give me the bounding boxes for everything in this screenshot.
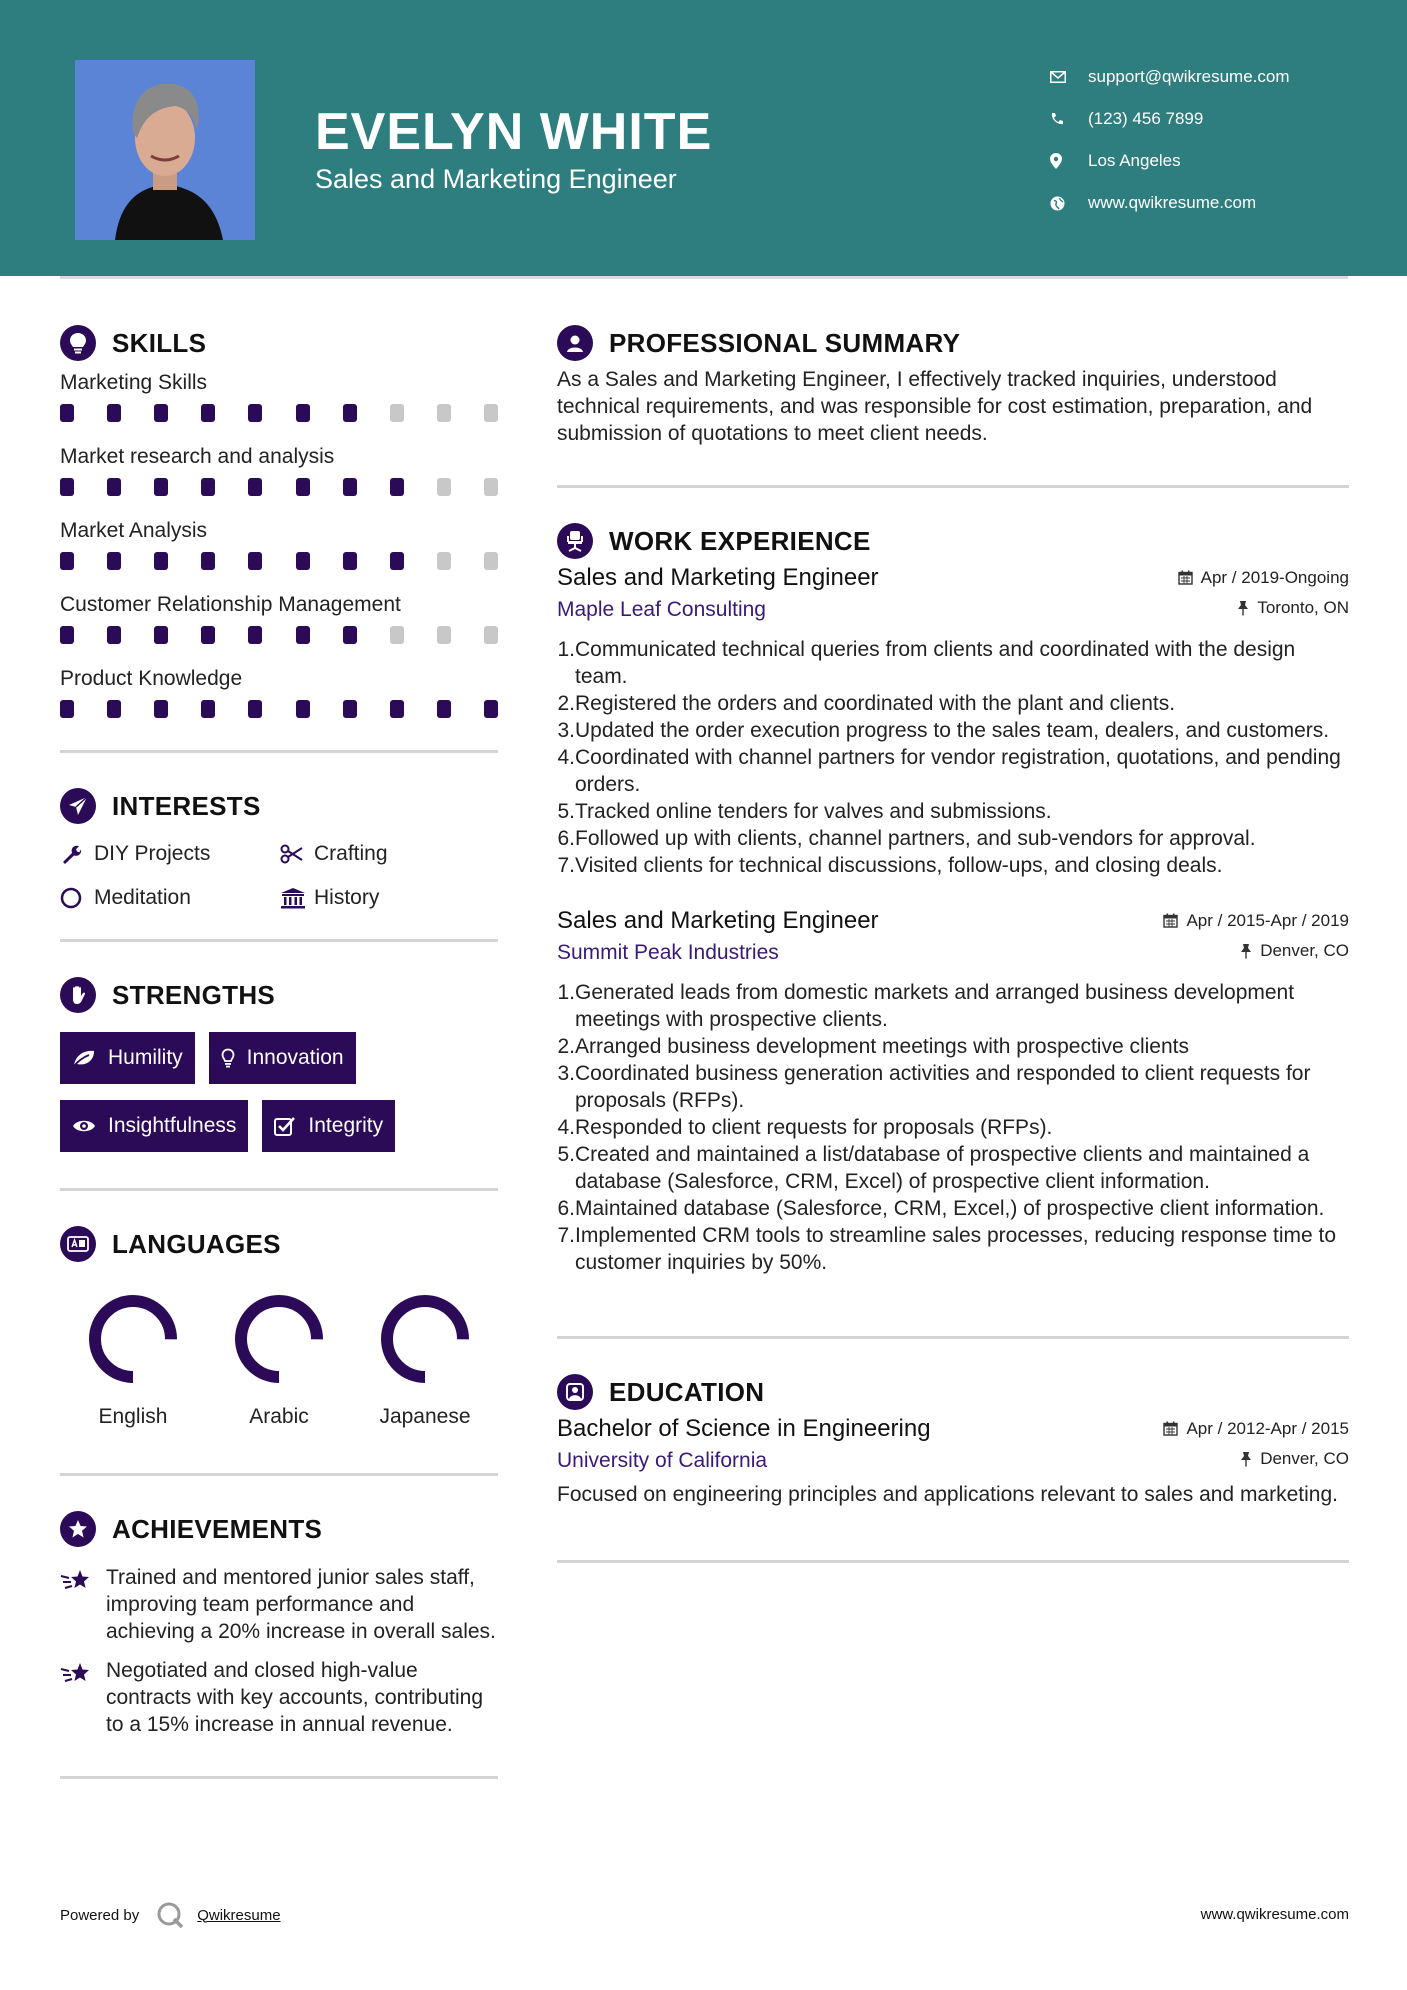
language-ring	[85, 1291, 181, 1387]
skills-list	[60, 366, 498, 736]
experience-heading	[557, 518, 1349, 564]
skill-dot-filled	[107, 552, 121, 570]
globe-icon	[1050, 196, 1088, 211]
job-subheader	[557, 598, 1349, 622]
shooting-star-icon	[60, 1657, 106, 1738]
job-company: Maple Leaf Consulting	[557, 598, 766, 621]
duty-text: Visited clients for technical discussions, follow-ups, and closing deals.	[575, 854, 1223, 877]
education-heading	[557, 1369, 1349, 1415]
skill-dot-empty	[484, 552, 498, 570]
education-location-text: Denver, CO	[1260, 1449, 1349, 1468]
skill-dot-filled	[248, 700, 262, 718]
languages-title: LANGUAGES	[112, 1228, 281, 1259]
interest-label: History	[314, 886, 380, 909]
interest-label: DIY Projects	[94, 842, 211, 865]
interest-item	[280, 839, 498, 869]
strengths-section	[60, 972, 498, 1191]
skill-rating	[60, 622, 498, 662]
wrench-icon	[60, 843, 94, 865]
section-divider	[60, 939, 498, 942]
duty-item: 1. Communicated technical queries from clients and coordinated with the design team.	[557, 636, 1349, 690]
shooting-star-icon	[60, 1564, 106, 1645]
skill-dot-filled	[248, 626, 262, 644]
skill-rating	[60, 696, 498, 736]
contact-website-text[interactable]: www.qwikresume.com	[1088, 193, 1257, 212]
language-label: Japanese	[379, 1405, 471, 1428]
duty-text: Updated the order execution progress to the sales team, dealers, and customers.	[575, 719, 1330, 742]
job-date-text: Apr / 2015-Apr / 2019	[1186, 910, 1349, 930]
experience-title: WORK EXPERIENCE	[609, 525, 871, 556]
contact-phone-text[interactable]: (123) 456 7899	[1088, 109, 1204, 128]
duty-item: 7. Implemented CRM tools to streamline sales processes, reducing response time to customer inquiries by 50%.	[557, 1222, 1349, 1276]
check-square-icon	[274, 1116, 296, 1136]
duty-item: 1. Generated leads from domestic markets and arranged business development meetings with prospective clients.	[557, 979, 1349, 1033]
duty-item: 6. Maintained database (Salesforce, CRM, Excel,) of prospective client information.	[557, 1197, 1325, 1220]
bank-icon	[280, 887, 314, 909]
section-divider	[60, 750, 498, 753]
education-school: University of California	[557, 1449, 768, 1472]
duty-text: Coordinated with channel partners for vendor registration, quotations, and pending orders.	[575, 746, 1341, 796]
duty-item: 7. Visited clients for technical discussions, follow-ups, and closing deals.	[557, 854, 1223, 877]
section-divider	[557, 1336, 1349, 1339]
job-duties	[557, 979, 1349, 1276]
lightbulb-icon	[60, 325, 96, 361]
skill-dot-filled	[343, 478, 357, 496]
duty-item: 4. Coordinated with channel partners for vendor registration, quotations, and pending orders.	[557, 744, 1349, 798]
footer-website[interactable]: www.qwikresume.com	[1200, 1906, 1349, 1923]
thumbtack-icon	[1237, 600, 1249, 616]
skill-dot-filled	[154, 700, 168, 718]
user-icon	[557, 325, 593, 361]
qwikresume-logo-icon	[155, 1900, 185, 1930]
phone-icon	[1050, 112, 1088, 126]
skill-dot-filled	[154, 626, 168, 644]
language-item	[206, 1291, 352, 1429]
summary-section	[557, 320, 1349, 488]
strength-tag	[60, 1032, 195, 1084]
section-divider	[60, 1473, 498, 1476]
office-chair-icon	[557, 523, 593, 559]
skill-dot-filled	[248, 478, 262, 496]
achievement-text: Negotiated and closed high-value contracts with key accounts, contributing to a 15% increase in annual revenue.	[106, 1659, 484, 1736]
skill-dot-filled	[437, 700, 451, 718]
strengths-list	[60, 1032, 498, 1152]
strength-label: Innovation	[246, 1046, 344, 1069]
skill-dot-filled	[390, 552, 404, 570]
education-date	[1163, 1419, 1349, 1439]
footer-branding	[60, 1900, 281, 1930]
skill-dot-filled	[107, 478, 121, 496]
duty-text: Tracked online tenders for valves and submissions.	[575, 800, 1052, 823]
brand-link[interactable]: Qwikresume	[197, 1906, 281, 1924]
job-date	[1178, 568, 1349, 588]
strengths-heading	[60, 972, 498, 1018]
skills-heading	[60, 320, 498, 366]
skill-dot-filled	[201, 478, 215, 496]
skill-dot-empty	[437, 552, 451, 570]
skill-dot-filled	[60, 552, 74, 570]
skill-dot-filled	[107, 700, 121, 718]
interest-label: Meditation	[94, 886, 191, 909]
skill-item	[60, 366, 498, 440]
skill-dot-filled	[201, 626, 215, 644]
thumbtack-icon	[1240, 1451, 1252, 1467]
education-degree: Bachelor of Science in Engineering	[557, 1415, 931, 1442]
skill-dot-filled	[60, 626, 74, 644]
calendar-icon	[1163, 913, 1178, 928]
language-ring	[231, 1291, 327, 1387]
job-duties	[557, 636, 1349, 879]
skill-dot-empty	[390, 626, 404, 644]
strength-tag	[60, 1100, 248, 1152]
skill-item	[60, 440, 498, 514]
skill-item	[60, 588, 498, 662]
education-title: EDUCATION	[609, 1376, 765, 1407]
left-column	[60, 320, 498, 1779]
achievements-section	[60, 1506, 498, 1779]
duty-item: 6. Followed up with clients, channel partners, and sub-vendors for approval.	[557, 827, 1256, 850]
job-subheader	[557, 941, 1349, 965]
job-date-text: Apr / 2019-Ongoing	[1200, 567, 1349, 587]
calendar-icon	[1178, 570, 1193, 585]
contact-email-text[interactable]: support@qwikresume.com	[1088, 67, 1290, 86]
duty-text: Arranged business development meetings with prospective clients	[575, 1035, 1189, 1058]
duty-text: Coordinated business generation activities and responded to client requests for proposals (RFPs).	[575, 1062, 1311, 1112]
strength-tag	[262, 1100, 395, 1152]
contact-phone[interactable]	[1050, 98, 1290, 140]
duty-text: Generated leads from domestic markets and arranged business development meetings with prospective clients.	[575, 981, 1295, 1031]
skill-dot-filled	[343, 626, 357, 644]
contact-location	[1050, 140, 1290, 182]
powered-by-text: Powered by	[60, 1906, 140, 1924]
thumbtack-icon	[1240, 943, 1252, 959]
duty-item: 2. Registered the orders and coordinated with the plant and clients.	[557, 692, 1176, 715]
achievements-heading	[60, 1506, 498, 1552]
skill-rating	[60, 474, 498, 514]
duty-text: Responded to client requests for proposals (RFPs).	[575, 1116, 1053, 1139]
skill-dot-filled	[296, 404, 310, 422]
summary-text: As a Sales and Marketing Engineer, I effectively tracked inquiries, understood technical requirements, and was responsible for cost estimation, preparation, and submission of quotations to meet client needs.	[557, 368, 1313, 445]
job-entry	[557, 907, 1349, 1276]
skill-dot-filled	[343, 552, 357, 570]
candidate-title: Sales and Marketing Engineer	[315, 164, 677, 194]
skill-dot-filled	[107, 626, 121, 644]
candidate-name: EVELYN WHITE	[315, 103, 713, 161]
education-text: Focused on engineering principles and applications relevant to sales and marketing.	[557, 1483, 1338, 1506]
contact-info	[1050, 56, 1290, 224]
experience-section	[557, 518, 1349, 1339]
languages-section	[60, 1221, 498, 1476]
interest-item	[60, 839, 280, 869]
job-header	[557, 907, 1349, 935]
skill-dot-empty	[437, 404, 451, 422]
calendar-icon	[1163, 1421, 1178, 1436]
skill-dot-filled	[296, 626, 310, 644]
interests-section	[60, 783, 498, 942]
skill-dot-filled	[296, 700, 310, 718]
skill-dot-filled	[390, 700, 404, 718]
education-header	[557, 1415, 1349, 1443]
achievement-text: Trained and mentored junior sales staff, improving team performance and achieving a 20% increase in overall sales.	[106, 1566, 496, 1643]
profile-photo	[75, 60, 255, 240]
skill-rating	[60, 400, 498, 440]
education-date-text: Apr / 2012-Apr / 2015	[1186, 1418, 1349, 1438]
skill-dot-filled	[154, 552, 168, 570]
skill-rating	[60, 548, 498, 588]
skill-name: Market research and analysis	[60, 445, 335, 468]
duty-item: 3. Updated the order execution progress to the sales team, dealers, and customers.	[557, 719, 1330, 742]
interest-item	[280, 883, 498, 913]
hand-icon	[60, 977, 96, 1013]
skill-dot-empty	[437, 478, 451, 496]
section-divider	[60, 1188, 498, 1191]
summary-title: PROFESSIONAL SUMMARY	[609, 327, 961, 358]
languages-heading	[60, 1221, 498, 1267]
interests-heading	[60, 783, 498, 829]
skill-name: Marketing Skills	[60, 371, 208, 394]
skill-dot-filled	[484, 700, 498, 718]
language-label: Arabic	[249, 1405, 309, 1428]
envelope-icon	[1050, 71, 1088, 83]
languages-list	[60, 1291, 498, 1429]
job-company: Summit Peak Industries	[557, 941, 779, 964]
skill-dot-empty	[484, 626, 498, 644]
skill-item	[60, 662, 498, 736]
header-divider	[60, 276, 1348, 279]
language-icon	[60, 1226, 96, 1262]
job-header	[557, 564, 1349, 592]
job-entry	[557, 564, 1349, 879]
skills-title: SKILLS	[112, 327, 207, 358]
interest-label: Crafting	[314, 842, 388, 865]
duty-item: 5. Tracked online tenders for valves and submissions.	[557, 800, 1052, 823]
skills-section	[60, 320, 498, 753]
job-location-text: Toronto, ON	[1257, 598, 1349, 617]
skill-dot-filled	[60, 700, 74, 718]
skill-item	[60, 514, 498, 588]
skill-dot-filled	[60, 404, 74, 422]
skill-dot-empty	[390, 404, 404, 422]
job-title: Sales and Marketing Engineer	[557, 564, 879, 591]
duty-text: Implemented CRM tools to streamline sales processes, reducing response time to customer inquiries by 50%.	[575, 1224, 1337, 1274]
skill-dot-filled	[60, 478, 74, 496]
education-section	[557, 1369, 1349, 1563]
contact-location-text: Los Angeles	[1088, 151, 1181, 170]
star-badge-icon	[60, 1511, 96, 1547]
leaf-icon	[72, 1049, 96, 1067]
interests-list	[60, 839, 498, 913]
duty-text: Registered the orders and coordinated with the plant and clients.	[575, 692, 1176, 715]
language-ring	[377, 1291, 473, 1387]
language-item	[60, 1291, 206, 1429]
duty-item: 2. Arranged business development meetings with prospective clients	[557, 1035, 1189, 1058]
education-location	[1240, 1449, 1349, 1469]
scissors-icon	[280, 844, 314, 864]
contact-website[interactable]	[1050, 182, 1290, 224]
resume-header	[0, 0, 1407, 276]
skill-dot-filled	[343, 700, 357, 718]
duty-text: Communicated technical queries from clients and coordinated with the design team.	[575, 638, 1296, 688]
strength-label: Humility	[108, 1046, 183, 1069]
section-divider	[60, 1776, 498, 1779]
skill-dot-filled	[201, 404, 215, 422]
lightbulb-icon	[221, 1048, 235, 1068]
strength-label: Integrity	[308, 1114, 384, 1137]
duty-item: 5. Created and maintained a list/database of prospective clients and maintained a database (Salesforce, CRM, Excel) of prospective client information.	[557, 1141, 1349, 1195]
strengths-title: STRENGTHS	[112, 979, 276, 1010]
skill-name: Product Knowledge	[60, 667, 243, 690]
eye-icon	[72, 1118, 96, 1134]
duty-text: Followed up with clients, channel partners, and sub-vendors for approval.	[575, 827, 1256, 850]
interests-title: INTERESTS	[112, 790, 261, 821]
strength-label: Insightfulness	[108, 1114, 237, 1137]
circle-icon	[60, 887, 94, 909]
right-column	[557, 320, 1349, 1563]
job-location-text: Denver, CO	[1260, 941, 1349, 960]
summary-heading	[557, 320, 1349, 366]
skill-dot-empty	[484, 404, 498, 422]
skill-dot-filled	[296, 552, 310, 570]
job-location	[1237, 598, 1349, 618]
paper-plane-icon	[60, 788, 96, 824]
graduate-icon	[557, 1374, 593, 1410]
duty-text: Created and maintained a list/database of prospective clients and maintained a database (Salesforce, CRM, Excel) of prospective client information.	[575, 1143, 1310, 1193]
skill-dot-filled	[201, 552, 215, 570]
language-label: English	[98, 1405, 168, 1428]
skill-dot-filled	[154, 478, 168, 496]
skill-dot-filled	[390, 478, 404, 496]
skill-name: Market Analysis	[60, 519, 208, 542]
duty-item: 4. Responded to client requests for proposals (RFPs).	[557, 1116, 1053, 1139]
job-date	[1163, 911, 1349, 931]
achievements-title: ACHIEVEMENTS	[112, 1513, 323, 1544]
skill-dot-empty	[484, 478, 498, 496]
job-location	[1240, 941, 1349, 961]
achievement-item	[60, 1564, 498, 1645]
section-divider	[557, 1560, 1349, 1563]
skill-name: Customer Relationship Management	[60, 593, 401, 616]
skill-dot-filled	[154, 404, 168, 422]
duty-text: Maintained database (Salesforce, CRM, Excel,) of prospective client information.	[575, 1197, 1325, 1220]
job-title: Sales and Marketing Engineer	[557, 907, 879, 934]
interest-item	[60, 883, 280, 913]
skill-dot-filled	[107, 404, 121, 422]
section-divider	[557, 485, 1349, 488]
language-item	[352, 1291, 498, 1429]
duty-item: 3. Coordinated business generation activities and responded to client requests for proposals (RFPs).	[557, 1060, 1349, 1114]
skill-dot-filled	[201, 700, 215, 718]
skill-dot-filled	[343, 404, 357, 422]
achievement-item	[60, 1657, 498, 1738]
skill-dot-empty	[437, 626, 451, 644]
skill-dot-filled	[248, 552, 262, 570]
strength-tag	[209, 1032, 356, 1084]
map-pin-icon	[1050, 153, 1088, 169]
skill-dot-filled	[248, 404, 262, 422]
contact-email[interactable]	[1050, 56, 1290, 98]
skill-dot-filled	[296, 478, 310, 496]
education-subheader	[557, 1449, 1349, 1473]
